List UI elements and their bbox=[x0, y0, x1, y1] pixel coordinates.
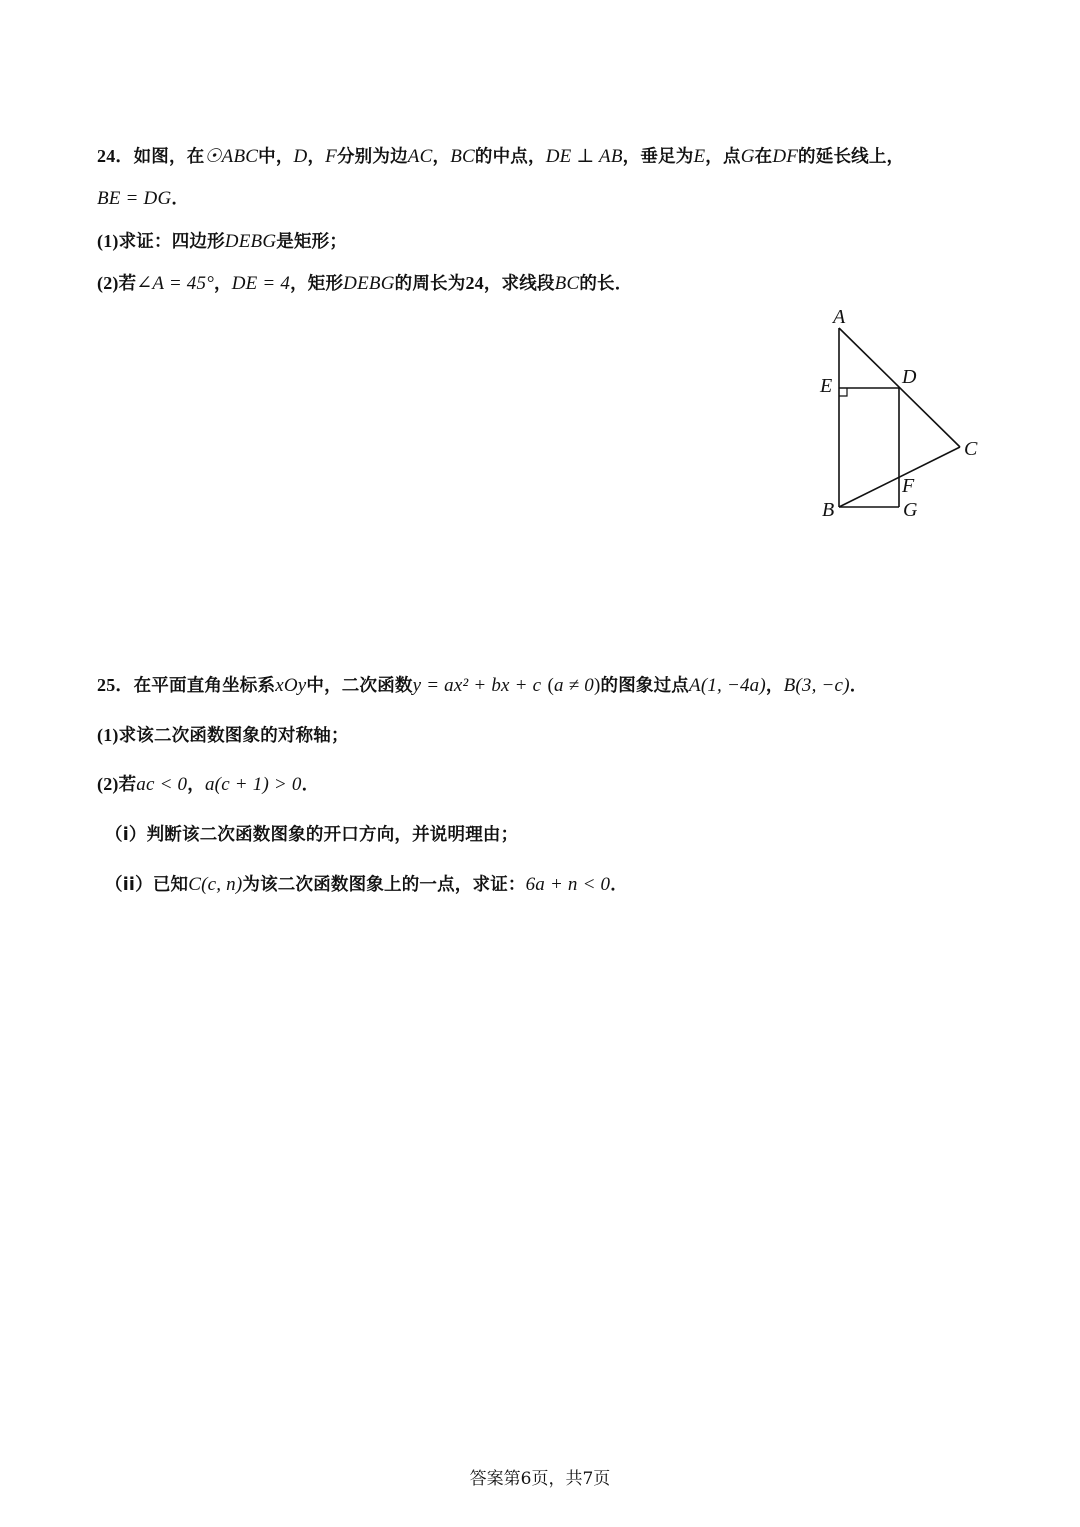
q25-sub-ii: （ii）已知C(c, n)为该二次函数图象上的一点，求证：6a + n < 0． bbox=[105, 874, 628, 895]
q25-part2: (2)若ac < 0，a(c + 1) > 0． bbox=[97, 774, 320, 795]
geometry-figure bbox=[810, 300, 990, 530]
label-B: B bbox=[822, 499, 835, 521]
q24-line1: 24．如图，在☉ABC中，D，F分别为边AC，BC的中点，DE ⊥ AB，垂足为E，点G在DF的延长线上， bbox=[97, 146, 905, 167]
label-E: E bbox=[820, 375, 833, 397]
label-C: C bbox=[964, 438, 978, 460]
q24-part1: (1)求证：四边形DEBG是矩形； bbox=[97, 231, 348, 252]
q25-line1: 25．在平面直角坐标系xOy中，二次函数y = ax² + bx + c (a ≠ 0)的图象过点A(1, −4a)，B(3, −c)． bbox=[97, 675, 868, 696]
label-D: D bbox=[902, 366, 917, 388]
label-F: F bbox=[902, 475, 915, 497]
q25-number: 25． bbox=[97, 675, 134, 695]
label-A: A bbox=[833, 306, 846, 328]
q25-part1: (1)求该二次函数图象的对称轴； bbox=[97, 725, 349, 746]
page-footer: 答案第6页，共7页 bbox=[469, 1469, 611, 1489]
q24-line2: BE = DG． bbox=[97, 188, 190, 209]
q25-sub-i: （i）判断该二次函数图象的开口方向，并说明理由； bbox=[105, 825, 519, 845]
label-G: G bbox=[903, 499, 918, 521]
q24-part2: (2)若∠A = 45°，DE = 4，矩形DEBG的周长为24，求线段BC的长． bbox=[97, 273, 633, 294]
right-angle-mark bbox=[839, 388, 847, 396]
q24-number: 24． bbox=[97, 146, 134, 166]
